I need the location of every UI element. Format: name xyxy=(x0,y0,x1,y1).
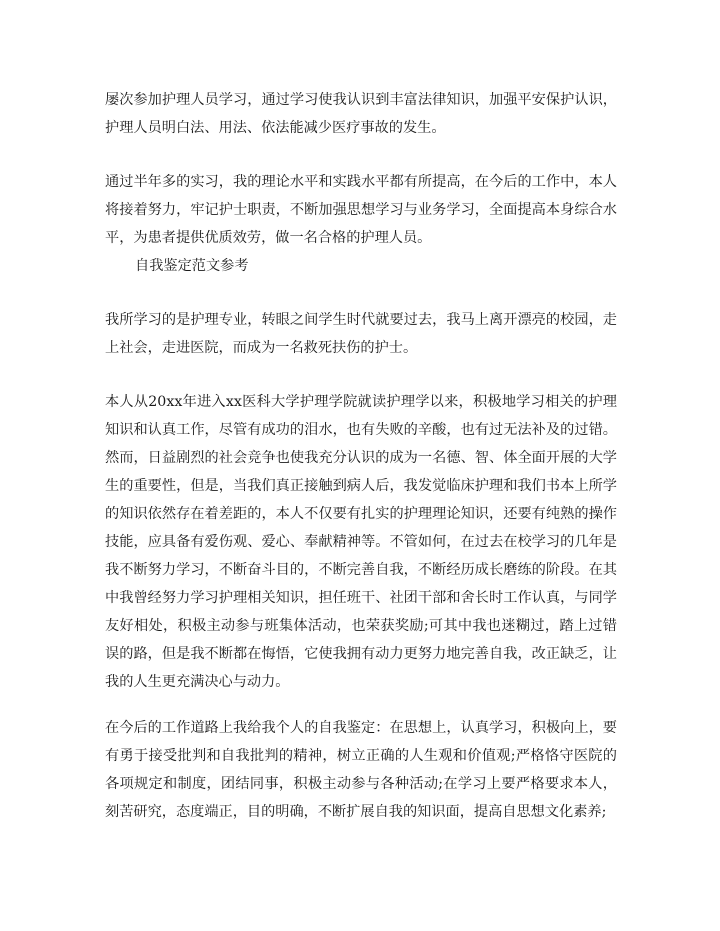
paragraph-future-appraisal: 在今后的工作道路上我给我个人的自我鉴定：在思想上，认真学习，积极向上，要有勇于接受批判和自我批判的精神，树立正确的人生观和价值观;严格恪守医院的各项规定和制度，团结同事，积极主动参与各种活动;在学习上要严格要求本人，刻苦研究，态度端正，目的明确，不断扩展自我的知识面，提高自思想文化素养; xyxy=(105,720,617,820)
section-heading: 自我鉴定范文参考 xyxy=(135,258,249,274)
paragraph-legal-training: 屡次参加护理人员学习，通过学习使我认识到丰富法律知识，加强平安保护认识，护理人员明白法、用法、依法能减少医疗事故的发生。 xyxy=(105,92,617,136)
paragraph-internship-summary: 通过半年多的实习，我的理论水平和实践水平都有所提高，在今后的工作中，本人将接着努力，牢记护士职责，不断加强思想学习与业务学习，全面提高本身综合水平，为患者提供优质效劳，做一名合格的护理人员。 xyxy=(105,174,617,246)
paragraph-nursing-major: 我所学习的是护理专业，转眼之间学生时代就要过去，我马上离开漂亮的校园，走上社会，走进医院，而成为一名救死扶伤的护士。 xyxy=(105,312,617,356)
paragraph-study-experience: 本人从20xx年进入xx医科大学护理学院就读护理学以来，积极地学习相关的护理知识和认真工作，尽管有成功的泪水，也有失败的辛酸，也有过无法补及的过错。然而，日益剧烈的社会竞争也使我充分认识的成为一名德、智、体全面开展的大学生的重要性，但是，当我们真正接触到病人后，我发觉临床护理和我们书本上所学的知识依然存在着差距的，本人不仅要有扎实的护理理论知识，还要有纯熟的操作技能，应具备有爱伤观、爱心、奉献精神等。不管如何，在过去在校学习的几年是我不断努力学习，不断奋斗目的，不断完善自我，不断经历成长磨练的阶段。在其中我曾经努力学习护理相关知识，担任班干、社团干部和舍长时工作认真，与同学友好相处，积极主动参与班集体活动，也荣获奖励;可其中我也迷糊过，踏上过错误的路，但是我不断都在悔悟，它使我拥有动力更努力地完善自我，改正缺乏，让我的人生更充满决心与动力。 xyxy=(105,394,617,690)
